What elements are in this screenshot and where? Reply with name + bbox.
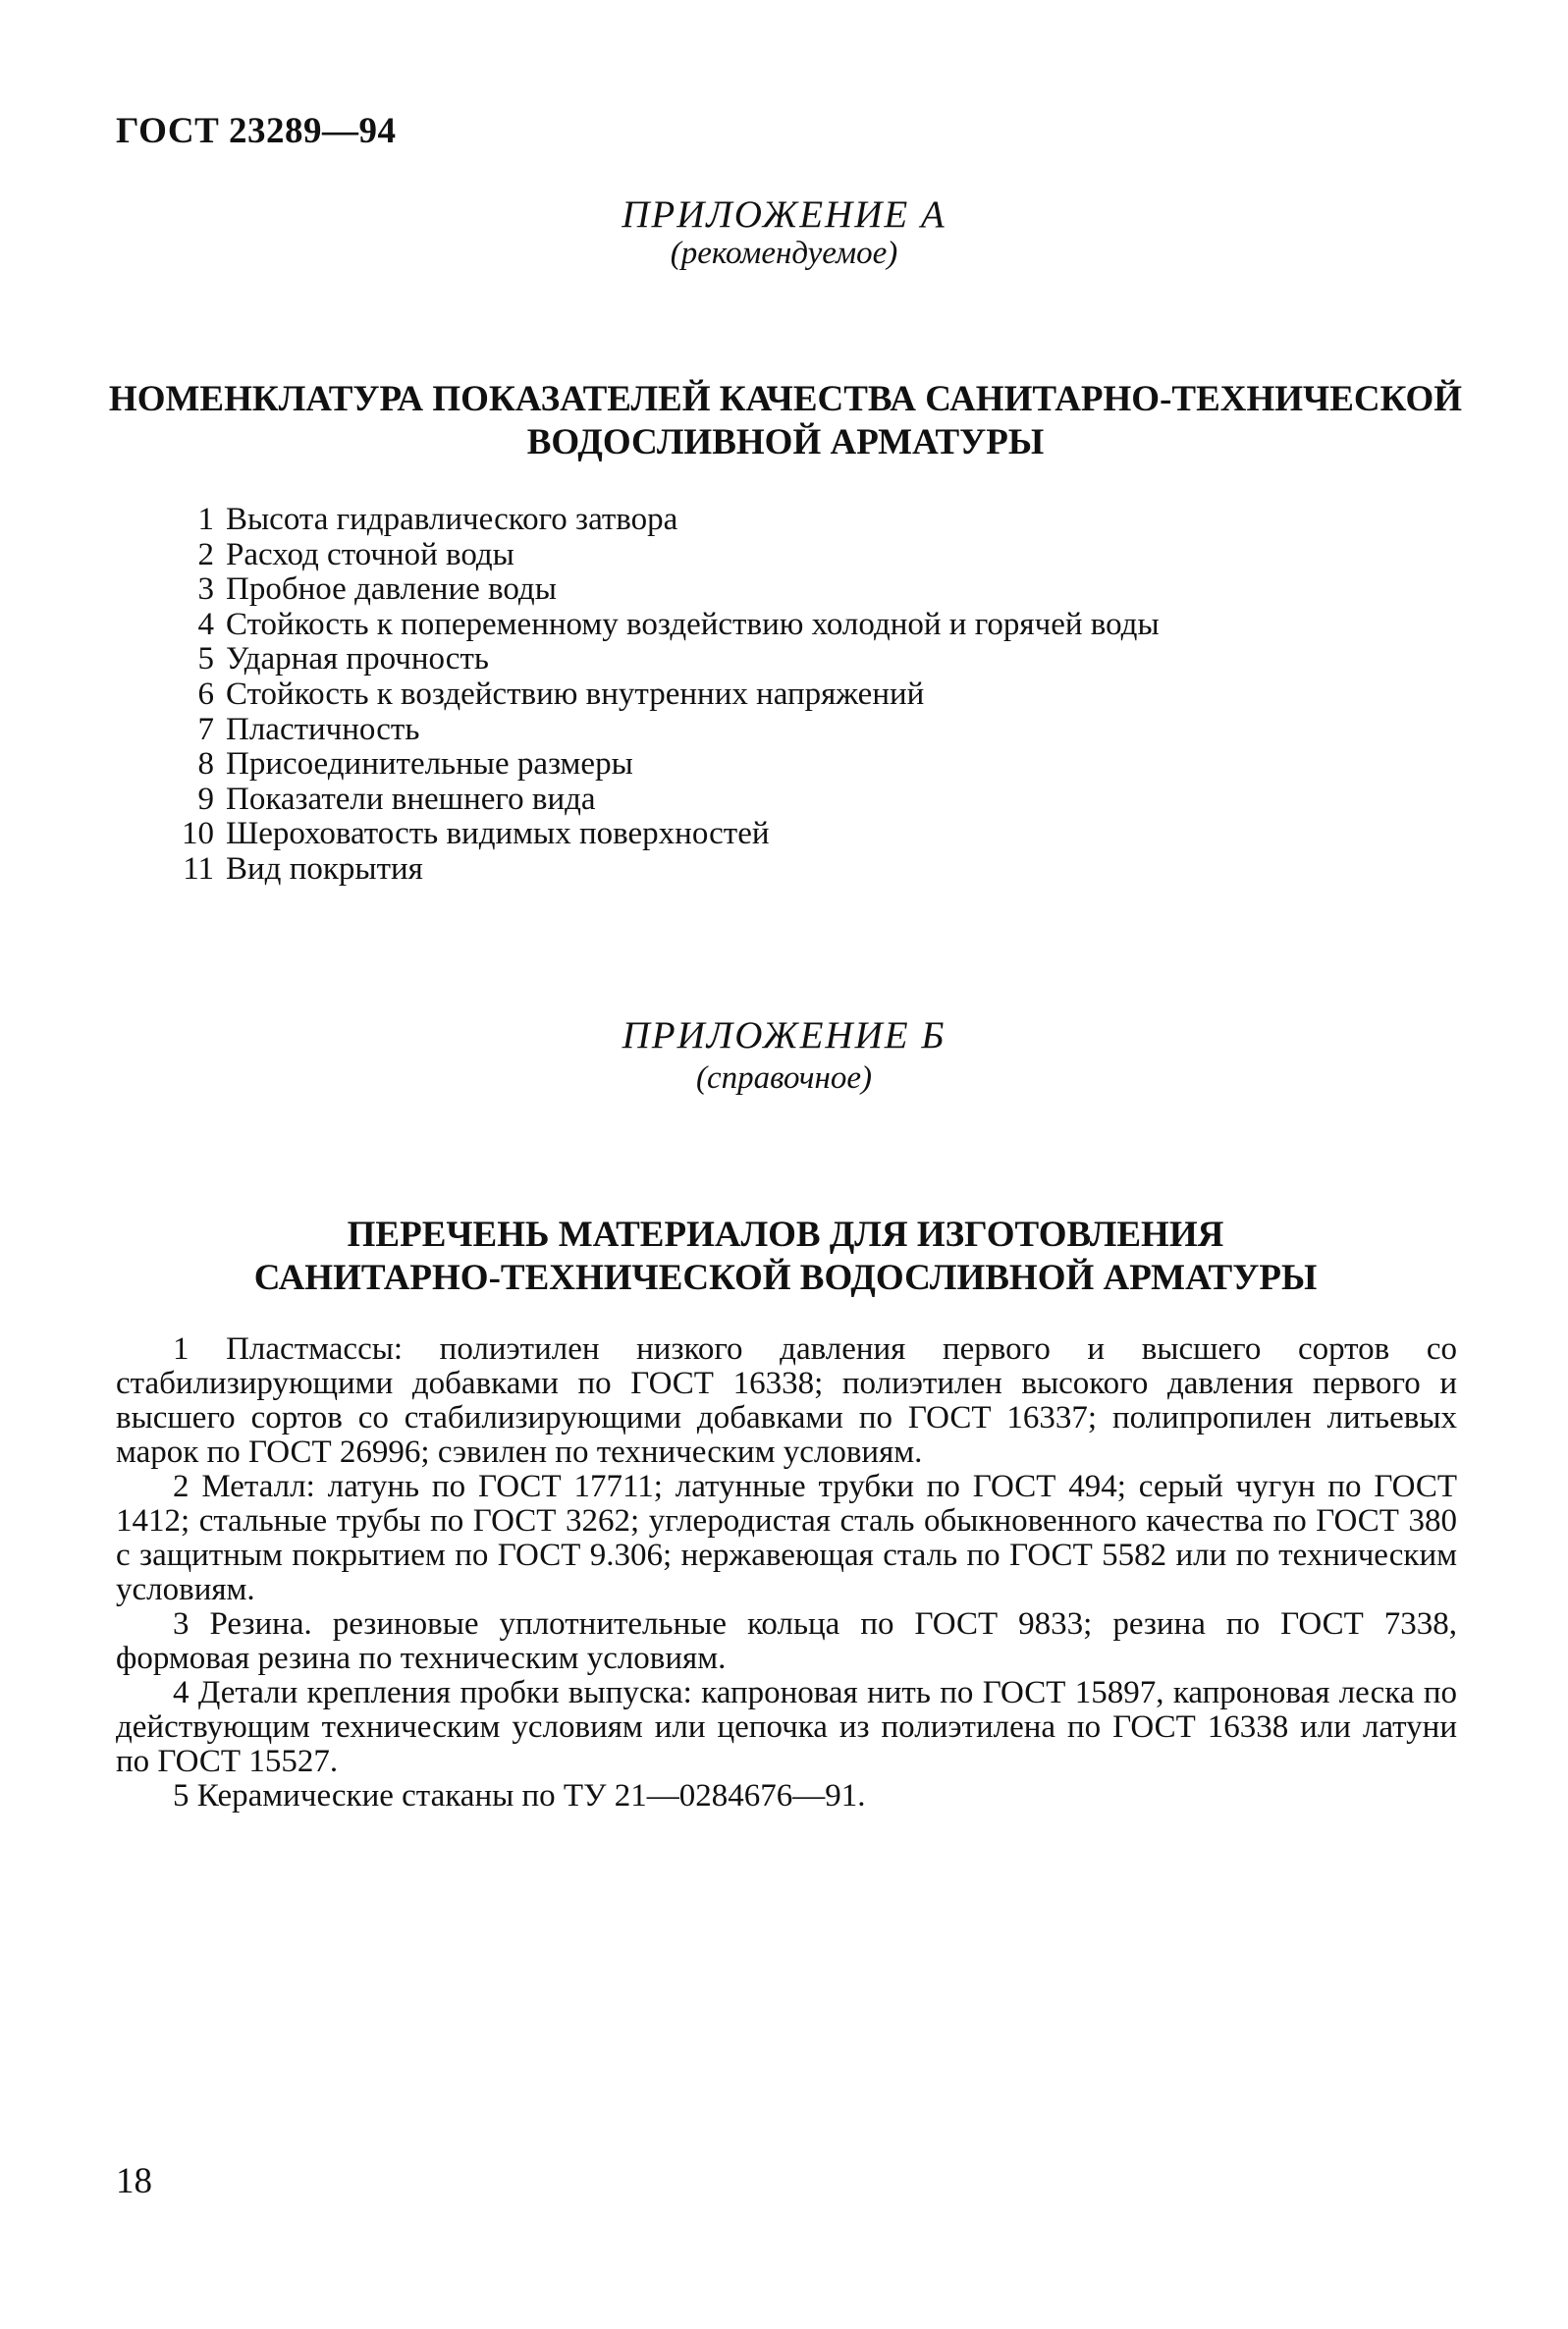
page-number: 18 — [116, 2161, 152, 2201]
list-item: 11 Вид покрытия — [183, 850, 423, 887]
list-item: 9 Показатели внешнего вида — [197, 781, 596, 817]
materials-list — [116, 1332, 1457, 1814]
list-item: 10 Шероховатость видимых поверхностей — [182, 816, 770, 852]
appendix-b-heading — [108, 1214, 1463, 1300]
list-item: 2 Расход сточной воды — [197, 536, 514, 572]
materials-paragraph: 4 Детали крепления пробки выпуска: капроновая нить по ГОСТ 15897, капроновая леска по действующим техническим условиям или цепочка из полиэтилена по ГОСТ 16338 или латуни по ГОСТ 15527. — [116, 1675, 1457, 1779]
quality-indicators-list — [173, 503, 1160, 888]
materials-paragraph: 2 Металл: латунь по ГОСТ 17711; латунные трубки по ГОСТ 494; серый чугун по ГОСТ 1412; стальные трубы по ГОСТ 3262; углеродистая сталь обыкновенного качества по ГОСТ 380 с защитным покрытием по ГОСТ 9.306; нержавеющая сталь по ГОСТ 5582 или по техническим условиям. — [116, 1469, 1457, 1607]
materials-paragraph: 1 Пластмассы: полиэтилен низкого давления первого и высшего сортов со стабилизирующими добавками по ГОСТ 16338; полиэтилен высокого давления первого и высшего сортов со стабилизирующими добавками по ГОСТ 16337; полипропилен литьевых марок по ГОСТ 26996; сэвилен по техническим условиям. — [116, 1331, 1457, 1470]
list-item: 5 Ударная прочность — [197, 641, 489, 677]
appendix-a-heading-line1: НОМЕНКЛАТУРА ПОКАЗАТЕЛЕЙ КАЧЕСТВА САНИТАРНО-ТЕХНИЧЕСКОЙ — [108, 379, 1463, 419]
list-item: 4 Стойкость к попеременному воздействию холодной и горячей воды — [197, 606, 1160, 642]
appendix-b-title: ПРИЛОЖЕНИЕ Б — [622, 1014, 946, 1056]
appendix-b-heading-line2: САНИТАРНО-ТЕХНИЧЕСКОЙ ВОДОСЛИВНОЙ АРМАТУРЫ — [253, 1258, 1318, 1298]
appendix-b-heading-line1: ПЕРЕЧЕНЬ МАТЕРИАЛОВ ДЛЯ ИЗГОТОВЛЕНИЯ — [347, 1215, 1224, 1255]
materials-paragraph: 5 Керамические стаканы по ТУ 21—0284676—91. — [173, 1778, 866, 1814]
list-item: 8 Присоединительные размеры — [197, 746, 633, 783]
list-item: 6 Стойкость к воздействию внутренних напряжений — [197, 676, 925, 712]
list-item: 7 Пластичность — [197, 711, 420, 747]
document-code: ГОСТ 23289—94 — [116, 111, 397, 151]
appendix-a-title: ПРИЛОЖЕНИЕ А — [622, 193, 946, 236]
appendix-b-subtitle: (справочное) — [696, 1060, 872, 1096]
materials-paragraph: 3 Резина. резиновые уплотнительные кольца по ГОСТ 9833; резина по ГОСТ 7338, формовая резина по техническим условиям. — [116, 1606, 1457, 1676]
appendix-a-heading-line2: ВОДОСЛИВНОЙ АРМАТУРЫ — [526, 422, 1045, 462]
list-item: 3 Пробное давление воды — [197, 571, 557, 608]
appendix-a-subtitle: (рекомендуемое) — [670, 236, 898, 271]
appendix-a-heading — [108, 378, 1463, 464]
list-item: 1 Высота гидравлического затвора — [197, 502, 678, 537]
